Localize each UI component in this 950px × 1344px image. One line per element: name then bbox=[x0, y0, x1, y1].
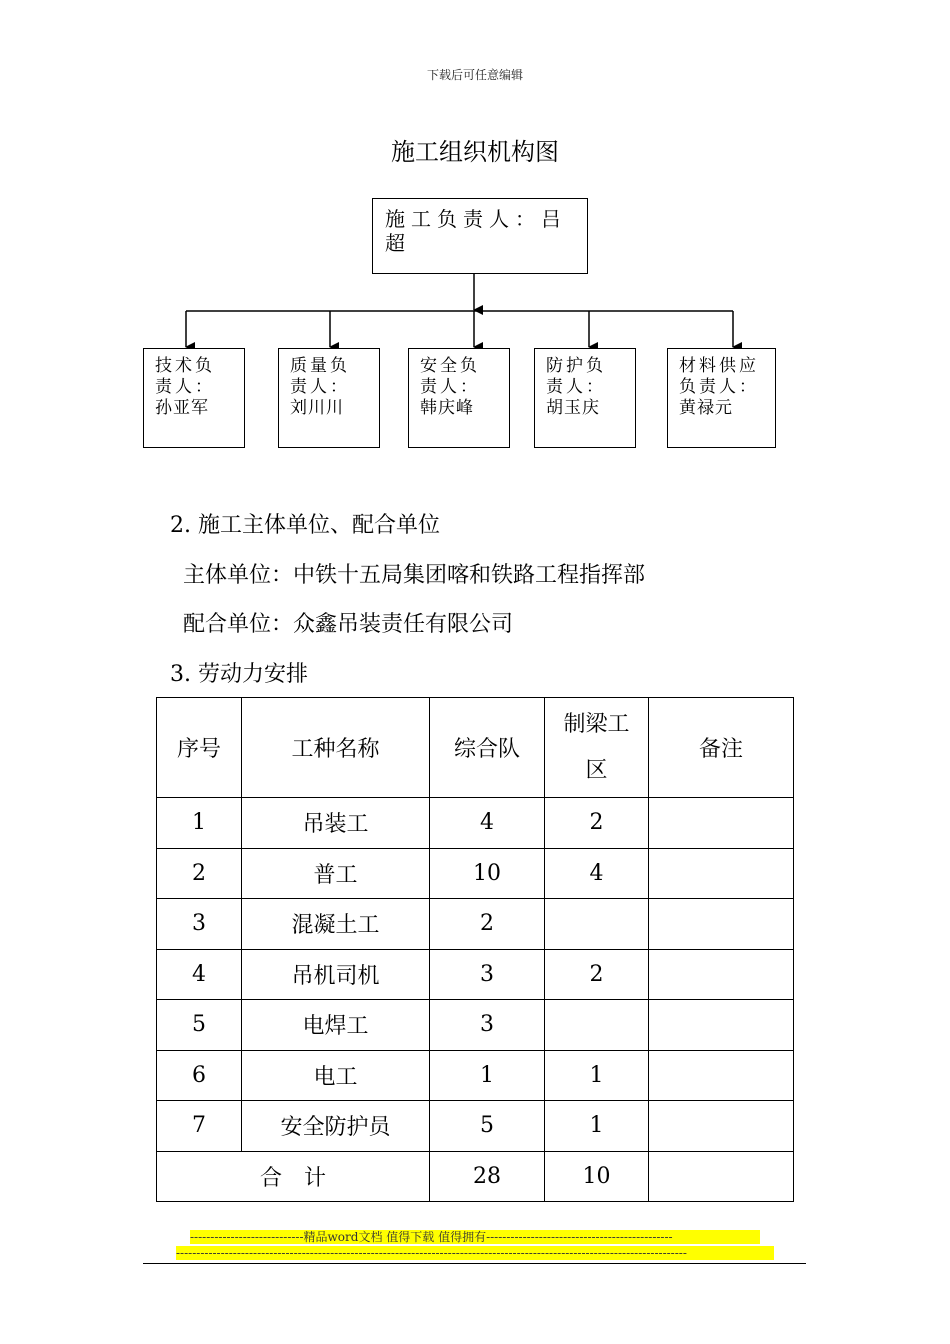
table-cell: 混凝土工 bbox=[242, 899, 430, 950]
table-cell: 电工 bbox=[242, 1050, 430, 1101]
org-child-title: 安全负责人： bbox=[420, 356, 480, 397]
header-note: 下载后可任意编辑 bbox=[426, 68, 523, 82]
total-cell: 28 bbox=[430, 1151, 545, 1202]
org-child-name: 黄禄元 bbox=[679, 398, 733, 418]
table-cell bbox=[649, 848, 794, 899]
section-2-heading: 2. 施工主体单位、配合单位 bbox=[170, 513, 440, 538]
page-title: 施工组织机构图 bbox=[391, 138, 559, 166]
table-cell: 4 bbox=[430, 798, 545, 849]
table-row bbox=[157, 1000, 794, 1051]
total-label: 合 计 bbox=[157, 1151, 430, 1202]
table-cell: 1 bbox=[157, 798, 242, 849]
table-header-cell: 序号 bbox=[157, 698, 242, 798]
table-cell: 普工 bbox=[242, 848, 430, 899]
table-cell bbox=[649, 949, 794, 1000]
table-cell: 电焊工 bbox=[242, 1000, 430, 1051]
org-child-name: 孙亚军 bbox=[155, 398, 209, 418]
table-cell: 3 bbox=[430, 949, 545, 1000]
table-cell: 4 bbox=[545, 848, 649, 899]
org-child-name: 胡玉庆 bbox=[546, 398, 600, 418]
labor-table bbox=[156, 697, 794, 1202]
table-cell: 5 bbox=[157, 1000, 242, 1051]
org-box-child-1 bbox=[143, 348, 245, 448]
table-cell: 2 bbox=[430, 899, 545, 950]
table-cell: 4 bbox=[157, 949, 242, 1000]
org-box-child-5 bbox=[667, 348, 776, 448]
org-child-title: 防护负责人： bbox=[546, 356, 606, 397]
partner-unit-text: 配合单位：众鑫吊装责任有限公司 bbox=[183, 612, 514, 637]
table-row bbox=[157, 1050, 794, 1101]
table-cell: 2 bbox=[545, 949, 649, 1000]
table-cell: 安全防护员 bbox=[242, 1101, 430, 1152]
main-unit-text: 主体单位：中铁十五局集团喀和铁路工程指挥部 bbox=[183, 563, 646, 588]
table-cell: 5 bbox=[430, 1101, 545, 1152]
org-top-name: 吕超 bbox=[385, 207, 567, 255]
table-cell: 2 bbox=[545, 798, 649, 849]
org-child-name: 刘川川 bbox=[290, 398, 344, 418]
table-header-cell: 工种名称 bbox=[242, 698, 430, 798]
table-total-row bbox=[157, 1151, 794, 1202]
org-child-title: 材料供应负责人： bbox=[679, 356, 759, 397]
footer-divider bbox=[143, 1263, 806, 1264]
org-child-name: 韩庆峰 bbox=[420, 398, 474, 418]
table-header-cell: 备注 bbox=[649, 698, 794, 798]
table-cell: 吊机司机 bbox=[242, 949, 430, 1000]
table-cell: 2 bbox=[157, 848, 242, 899]
table-cell: 3 bbox=[430, 1000, 545, 1051]
table-cell bbox=[545, 899, 649, 950]
table-header-cell bbox=[545, 698, 649, 798]
table-row bbox=[157, 848, 794, 899]
table-cell bbox=[649, 1101, 794, 1152]
table-cell: 7 bbox=[157, 1101, 242, 1152]
org-child-title: 技术负责人： bbox=[155, 356, 215, 397]
table-header-cell: 综合队 bbox=[430, 698, 545, 798]
org-box-child-2 bbox=[278, 348, 380, 448]
table-cell: 1 bbox=[545, 1101, 649, 1152]
table-row bbox=[157, 798, 794, 849]
table-cell: 1 bbox=[430, 1050, 545, 1101]
table-cell bbox=[649, 1000, 794, 1051]
table-cell bbox=[649, 798, 794, 849]
org-top-title: 施工负责人： bbox=[385, 207, 541, 231]
org-box-top bbox=[372, 198, 588, 274]
table-cell: 3 bbox=[157, 899, 242, 950]
footer-banner-line-2: ------------------------------------------------------------------------------------------------------------------------------ bbox=[176, 1246, 774, 1260]
table-header-wrap: 制梁工区 bbox=[563, 711, 630, 783]
table-row bbox=[157, 1101, 794, 1152]
table-header-row bbox=[157, 698, 794, 798]
table-cell: 吊装工 bbox=[242, 798, 430, 849]
footer-banner-line-1: ----------------------------精品word文档 值得下载 值得拥有---------------------------------------------- bbox=[190, 1230, 760, 1244]
total-cell: 10 bbox=[545, 1151, 649, 1202]
table-cell: 1 bbox=[545, 1050, 649, 1101]
table-cell bbox=[545, 1000, 649, 1051]
org-box-child-4 bbox=[534, 348, 636, 448]
total-cell bbox=[649, 1151, 794, 1202]
table-row bbox=[157, 949, 794, 1000]
table-cell: 10 bbox=[430, 848, 545, 899]
org-box-child-3 bbox=[408, 348, 510, 448]
table-cell bbox=[649, 899, 794, 950]
table-row bbox=[157, 899, 794, 950]
table-cell bbox=[649, 1050, 794, 1101]
section-3-heading: 3. 劳动力安排 bbox=[170, 662, 308, 687]
table-cell: 6 bbox=[157, 1050, 242, 1101]
org-child-title: 质量负责人： bbox=[290, 356, 350, 397]
